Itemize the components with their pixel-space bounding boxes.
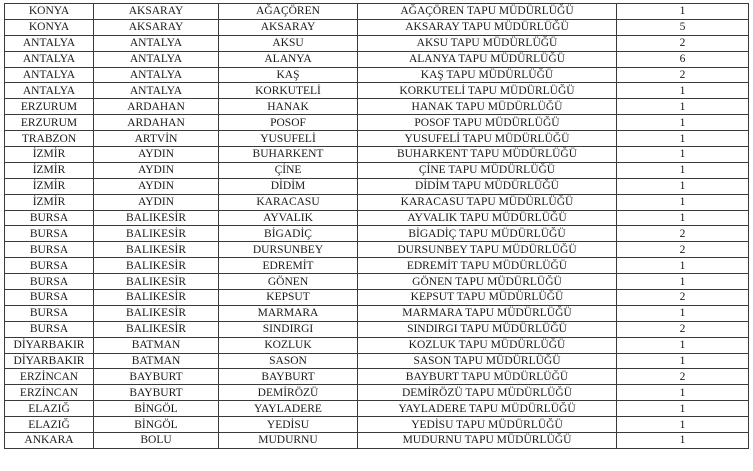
- count-cell: 2: [617, 290, 749, 306]
- district-cell: KARACASU: [219, 194, 358, 210]
- region-cell: ARDAHAN: [94, 115, 219, 131]
- district-cell: YEDİSU: [219, 417, 358, 433]
- province-cell: ANTALYA: [5, 83, 94, 99]
- office-cell: YUSUFELİ TAPU MÜDÜRLÜĞÜ: [358, 131, 617, 147]
- table-row: [5, 178, 749, 194]
- region-cell: AKSARAY: [94, 19, 219, 35]
- province-cell: TRABZON: [5, 131, 94, 147]
- office-cell: KORKUTELİ TAPU MÜDÜRLÜĞÜ: [358, 83, 617, 99]
- region-cell: BALIKESİR: [94, 242, 219, 258]
- office-cell: MARMARA TAPU MÜDÜRLÜĞÜ: [358, 305, 617, 321]
- region-cell: AYDIN: [94, 178, 219, 194]
- office-cell: DEMİRÖZÜ TAPU MÜDÜRLÜĞÜ: [358, 385, 617, 401]
- province-cell: BURSA: [5, 290, 94, 306]
- province-cell: İZMİR: [5, 194, 94, 210]
- province-cell: ELAZIĞ: [5, 401, 94, 417]
- district-cell: KORKUTELİ: [219, 83, 358, 99]
- district-cell: YUSUFELİ: [219, 131, 358, 147]
- province-cell: ERZİNCAN: [5, 385, 94, 401]
- table-row: [5, 19, 749, 35]
- office-cell: KEPSUT TAPU MÜDÜRLÜĞÜ: [358, 290, 617, 306]
- count-cell: 1: [617, 210, 749, 226]
- province-cell: KONYA: [5, 4, 94, 20]
- count-cell: 1: [617, 162, 749, 178]
- count-cell: 1: [617, 385, 749, 401]
- table-row: [5, 258, 749, 274]
- table-row: [5, 305, 749, 321]
- region-cell: AKSARAY: [94, 4, 219, 20]
- region-cell: BAYBURT: [94, 385, 219, 401]
- region-cell: BAYBURT: [94, 369, 219, 385]
- count-cell: 1: [617, 433, 749, 449]
- region-cell: ANTALYA: [94, 83, 219, 99]
- table-row: [5, 401, 749, 417]
- table-row: [5, 353, 749, 369]
- district-cell: SINDIRGI: [219, 321, 358, 337]
- table-row: [5, 433, 749, 449]
- office-cell: AKSARAY TAPU MÜDÜRLÜĞÜ: [358, 19, 617, 35]
- count-cell: 2: [617, 226, 749, 242]
- office-cell: BAYBURT TAPU MÜDÜRLÜĞÜ: [358, 369, 617, 385]
- land-registry-table: [4, 3, 749, 449]
- region-cell: ARTVİN: [94, 131, 219, 147]
- count-cell: 1: [617, 337, 749, 353]
- office-cell: KOZLUK TAPU MÜDÜRLÜĞÜ: [358, 337, 617, 353]
- province-cell: ANTALYA: [5, 35, 94, 51]
- region-cell: ARDAHAN: [94, 99, 219, 115]
- table-row: [5, 51, 749, 67]
- province-cell: İZMİR: [5, 178, 94, 194]
- office-cell: KAŞ TAPU MÜDÜRLÜĞÜ: [358, 67, 617, 83]
- office-cell: AYVALIK TAPU MÜDÜRLÜĞÜ: [358, 210, 617, 226]
- office-cell: GÖNEN TAPU MÜDÜRLÜĞÜ: [358, 274, 617, 290]
- region-cell: BATMAN: [94, 353, 219, 369]
- province-cell: İZMİR: [5, 147, 94, 163]
- count-cell: 1: [617, 353, 749, 369]
- count-cell: 1: [617, 401, 749, 417]
- province-cell: BURSA: [5, 258, 94, 274]
- district-cell: YAYLADERE: [219, 401, 358, 417]
- region-cell: BALIKESİR: [94, 305, 219, 321]
- count-cell: 1: [617, 178, 749, 194]
- count-cell: 2: [617, 35, 749, 51]
- count-cell: 1: [617, 131, 749, 147]
- table-row: [5, 35, 749, 51]
- province-cell: BURSA: [5, 242, 94, 258]
- district-cell: EDREMİT: [219, 258, 358, 274]
- region-cell: AYDIN: [94, 162, 219, 178]
- count-cell: 1: [617, 417, 749, 433]
- region-cell: BALIKESİR: [94, 290, 219, 306]
- province-cell: ERZURUM: [5, 115, 94, 131]
- district-cell: DURSUNBEY: [219, 242, 358, 258]
- count-cell: 2: [617, 369, 749, 385]
- region-cell: BİNGÖL: [94, 401, 219, 417]
- count-cell: 2: [617, 242, 749, 258]
- office-cell: SASON TAPU MÜDÜRLÜĞÜ: [358, 353, 617, 369]
- province-cell: DİYARBAKIR: [5, 337, 94, 353]
- count-cell: 1: [617, 4, 749, 20]
- province-cell: İZMİR: [5, 162, 94, 178]
- table-row: [5, 115, 749, 131]
- district-cell: POSOF: [219, 115, 358, 131]
- table-row: [5, 385, 749, 401]
- count-cell: 5: [617, 19, 749, 35]
- table-row: [5, 321, 749, 337]
- table-row: [5, 194, 749, 210]
- count-cell: 1: [617, 83, 749, 99]
- province-cell: BURSA: [5, 305, 94, 321]
- province-cell: ELAZIĞ: [5, 417, 94, 433]
- office-cell: ÇİNE TAPU MÜDÜRLÜĞÜ: [358, 162, 617, 178]
- district-cell: AKSARAY: [219, 19, 358, 35]
- region-cell: ANTALYA: [94, 51, 219, 67]
- table-row: [5, 337, 749, 353]
- table-row: [5, 131, 749, 147]
- district-cell: SASON: [219, 353, 358, 369]
- district-cell: ALANYA: [219, 51, 358, 67]
- table-row: [5, 4, 749, 20]
- province-cell: BURSA: [5, 274, 94, 290]
- province-cell: DİYARBAKIR: [5, 353, 94, 369]
- count-cell: 1: [617, 115, 749, 131]
- region-cell: ANTALYA: [94, 67, 219, 83]
- office-cell: BUHARKENT TAPU MÜDÜRLÜĞÜ: [358, 147, 617, 163]
- table-row: [5, 99, 749, 115]
- region-cell: BALIKESİR: [94, 321, 219, 337]
- province-cell: ANKARA: [5, 433, 94, 449]
- office-cell: HANAK TAPU MÜDÜRLÜĞÜ: [358, 99, 617, 115]
- region-cell: BİNGÖL: [94, 417, 219, 433]
- office-cell: YAYLADERE TAPU MÜDÜRLÜĞÜ: [358, 401, 617, 417]
- district-cell: AYVALIK: [219, 210, 358, 226]
- count-cell: 2: [617, 67, 749, 83]
- office-cell: POSOF TAPU MÜDÜRLÜĞÜ: [358, 115, 617, 131]
- table-row: [5, 290, 749, 306]
- office-cell: SINDIRGI TAPU MÜDÜRLÜĞÜ: [358, 321, 617, 337]
- district-cell: MARMARA: [219, 305, 358, 321]
- count-cell: 1: [617, 99, 749, 115]
- count-cell: 1: [617, 258, 749, 274]
- count-cell: 2: [617, 321, 749, 337]
- count-cell: 1: [617, 274, 749, 290]
- province-cell: ERZURUM: [5, 99, 94, 115]
- district-cell: AKSU: [219, 35, 358, 51]
- province-cell: BURSA: [5, 210, 94, 226]
- table-row: [5, 210, 749, 226]
- table-row: [5, 242, 749, 258]
- province-cell: BURSA: [5, 226, 94, 242]
- district-cell: DİDİM: [219, 178, 358, 194]
- office-cell: DURSUNBEY TAPU MÜDÜRLÜĞÜ: [358, 242, 617, 258]
- district-cell: GÖNEN: [219, 274, 358, 290]
- region-cell: BALIKESİR: [94, 258, 219, 274]
- count-cell: 1: [617, 194, 749, 210]
- table-row: [5, 83, 749, 99]
- region-cell: BOLU: [94, 433, 219, 449]
- region-cell: ANTALYA: [94, 35, 219, 51]
- district-cell: KEPSUT: [219, 290, 358, 306]
- office-cell: AĞAÇÖREN TAPU MÜDÜRLÜĞÜ: [358, 4, 617, 20]
- province-cell: ANTALYA: [5, 67, 94, 83]
- office-cell: EDREMİT TAPU MÜDÜRLÜĞÜ: [358, 258, 617, 274]
- table-row: [5, 162, 749, 178]
- region-cell: AYDIN: [94, 147, 219, 163]
- table-row: [5, 369, 749, 385]
- region-cell: AYDIN: [94, 194, 219, 210]
- district-cell: ÇİNE: [219, 162, 358, 178]
- office-cell: KARACASU TAPU MÜDÜRLÜĞÜ: [358, 194, 617, 210]
- region-cell: BALIKESİR: [94, 210, 219, 226]
- district-cell: BUHARKENT: [219, 147, 358, 163]
- region-cell: BALIKESİR: [94, 274, 219, 290]
- office-cell: DİDİM TAPU MÜDÜRLÜĞÜ: [358, 178, 617, 194]
- table-row: [5, 274, 749, 290]
- office-cell: MUDURNU TAPU MÜDÜRLÜĞÜ: [358, 433, 617, 449]
- province-cell: ERZİNCAN: [5, 369, 94, 385]
- province-cell: ANTALYA: [5, 51, 94, 67]
- region-cell: BALIKESİR: [94, 226, 219, 242]
- district-cell: BAYBURT: [219, 369, 358, 385]
- count-cell: 1: [617, 147, 749, 163]
- office-cell: AKSU TAPU MÜDÜRLÜĞÜ: [358, 35, 617, 51]
- district-cell: KOZLUK: [219, 337, 358, 353]
- region-cell: BATMAN: [94, 337, 219, 353]
- district-cell: MUDURNU: [219, 433, 358, 449]
- province-cell: BURSA: [5, 321, 94, 337]
- office-cell: ALANYA TAPU MÜDÜRLÜĞÜ: [358, 51, 617, 67]
- district-cell: HANAK: [219, 99, 358, 115]
- office-cell: YEDİSU TAPU MÜDÜRLÜĞÜ: [358, 417, 617, 433]
- province-cell: KONYA: [5, 19, 94, 35]
- district-cell: AĞAÇÖREN: [219, 4, 358, 20]
- district-cell: BİGADİÇ: [219, 226, 358, 242]
- table-row: [5, 417, 749, 433]
- district-cell: KAŞ: [219, 67, 358, 83]
- office-cell: BİGADİÇ TAPU MÜDÜRLÜĞÜ: [358, 226, 617, 242]
- table-body: [5, 4, 749, 449]
- district-cell: DEMİRÖZÜ: [219, 385, 358, 401]
- table-row: [5, 226, 749, 242]
- table-row: [5, 147, 749, 163]
- table-row: [5, 67, 749, 83]
- count-cell: 1: [617, 305, 749, 321]
- count-cell: 6: [617, 51, 749, 67]
